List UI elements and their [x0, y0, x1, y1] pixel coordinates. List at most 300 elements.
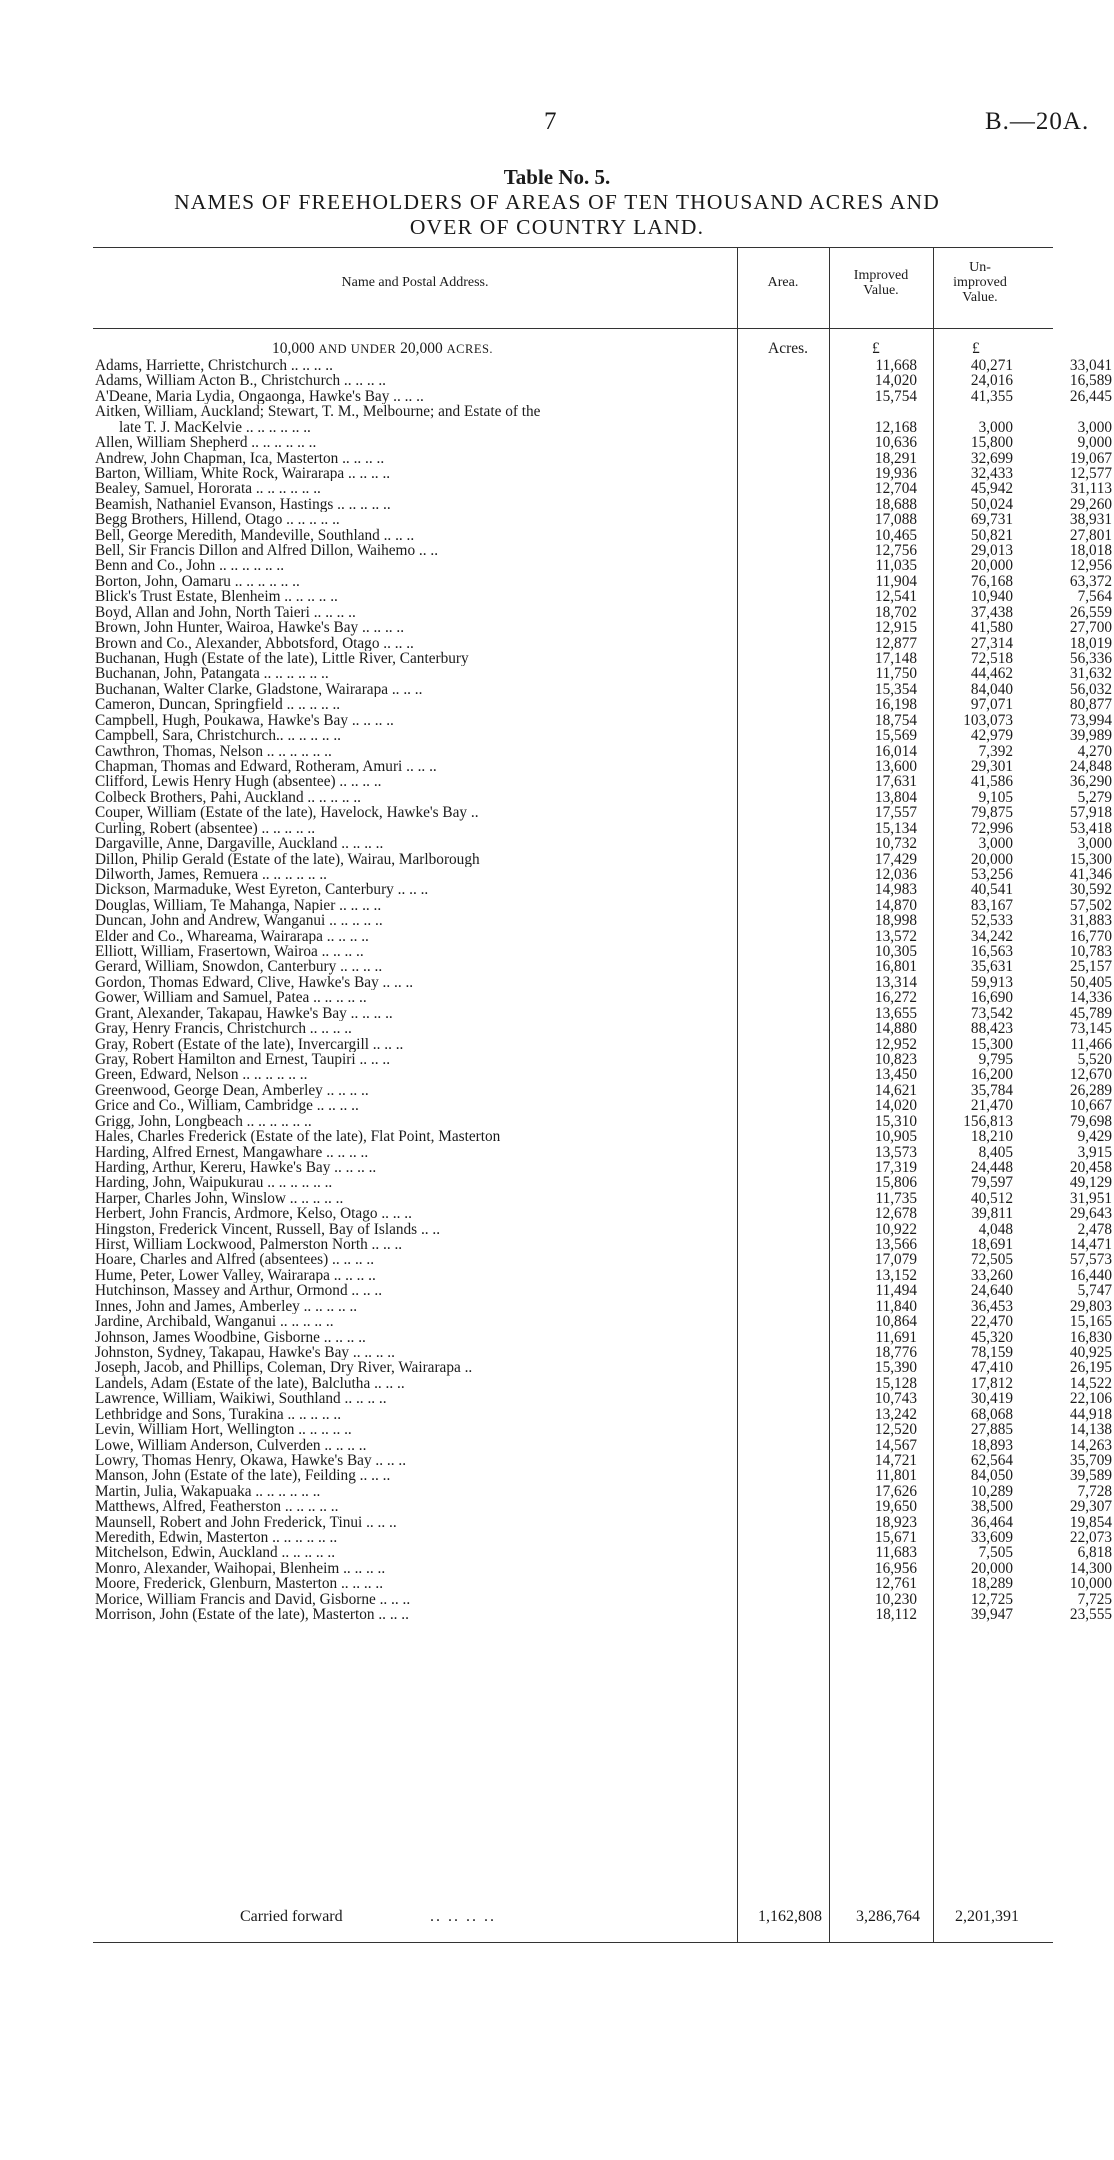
improved-value-cell: 20,000: [970, 557, 1013, 575]
improved-value-cell: 72,505: [970, 1251, 1013, 1269]
unimproved-value-cell: 12,670: [1069, 1066, 1112, 1084]
table-rule-footer: [93, 1942, 1053, 1943]
carried-forward-label: Carried forward: [240, 1908, 343, 1925]
area-cell: 13,572: [874, 927, 917, 945]
improved-value-cell: 7,505: [978, 1544, 1013, 1562]
freeholder-name: Bell, Sir Francis Dillon and Alfred Dillon, Waihemo .. ..: [95, 543, 439, 559]
freeholder-name: Colbeck Brothers, Pahi, Auckland .. .. .. .. ..: [95, 789, 361, 806]
area-cell: 18,291: [874, 449, 917, 467]
freeholder-name: Manson, John (Estate of the late), Feilding .. .. ..: [95, 1468, 391, 1484]
table-row: [95, 850, 1112, 868]
unimproved-value-cell: 41,346: [1069, 865, 1112, 883]
header-unimproved: [934, 260, 1026, 305]
unimproved-value-cell: 50,405: [1069, 973, 1112, 991]
table-row: [95, 912, 1112, 930]
area-cell: 17,631: [874, 773, 917, 791]
table-row: [95, 1559, 1112, 1577]
table-row: [95, 1112, 1112, 1130]
improved-value-cell: 68,068: [970, 1405, 1013, 1423]
area-cell: 14,983: [874, 881, 917, 899]
improved-value-cell: 18,893: [970, 1436, 1013, 1454]
improved-value-cell: 53,256: [970, 865, 1013, 883]
improved-value-cell: 15,300: [970, 1035, 1013, 1053]
table-row: [95, 973, 1112, 991]
table-row: [95, 557, 1112, 575]
unimproved-value-cell: 57,918: [1069, 804, 1112, 822]
table-subtitle: [100, 190, 1014, 240]
improved-value-cell: 29,013: [970, 542, 1013, 560]
area-cell: 17,557: [874, 804, 917, 822]
total-improved-value: 3,286,764: [856, 1908, 920, 1925]
unimproved-value-cell: 14,263: [1069, 1436, 1112, 1454]
improved-value-cell: 15,800: [970, 434, 1013, 452]
table-row: [95, 1189, 1112, 1207]
improved-value-cell: 41,355: [970, 387, 1013, 405]
table-row: [95, 1590, 1112, 1608]
table-row: [95, 1050, 1112, 1068]
freeholder-name: Douglas, William, Te Mahanga, Napier .. .. .. ..: [95, 897, 382, 914]
improved-value-cell: 44,462: [970, 665, 1013, 683]
header-name: Name and Postal Address.: [341, 275, 489, 290]
table-row: [95, 989, 1112, 1007]
unimproved-value-cell: 39,589: [1069, 1467, 1112, 1485]
table-row: [95, 1390, 1112, 1408]
header-improved-line-1: Improved: [853, 268, 909, 283]
table-row: [95, 1081, 1112, 1099]
group-heading-and-under: AND UNDER: [318, 342, 397, 356]
improved-value-cell: 79,875: [970, 804, 1013, 822]
table-row: [95, 665, 1112, 683]
freeholder-name: Johnston, Sydney, Takapau, Hawke's Bay .. .. .. ..: [95, 1345, 395, 1361]
total-unimproved-value: 2,201,391: [955, 1908, 1019, 1925]
table-row: [95, 865, 1112, 883]
improved-value-cell: 84,040: [970, 680, 1013, 698]
table-row: [95, 1174, 1112, 1192]
area-cell: 12,541: [874, 588, 917, 606]
table-row: [95, 572, 1112, 590]
freeholder-name: Brown and Co., Alexander, Abbotsford, Otago .. .. ..: [95, 635, 414, 652]
improved-value-cell: 9,795: [978, 1050, 1013, 1068]
freeholder-name: Hales, Charles Frederick (Estate of the late), Flat Point, Masterton: [95, 1129, 501, 1145]
freeholder-table-body: [95, 357, 1112, 1624]
area-cell: 12,915: [874, 619, 917, 637]
area-cell: 14,870: [874, 896, 917, 914]
table-row: [95, 1436, 1112, 1454]
area-cell: 10,823: [874, 1050, 917, 1068]
table-row: [95, 1143, 1112, 1161]
unimproved-value-cell: 10,667: [1069, 1097, 1112, 1115]
freeholder-name: Blick's Trust Estate, Blenheim .. .. .. .. ..: [95, 589, 338, 605]
improved-value-cell: 17,812: [970, 1374, 1013, 1392]
table-row: [95, 1482, 1112, 1500]
unimproved-value-cell: 27,801: [1069, 526, 1112, 544]
table-row: [95, 1097, 1112, 1115]
improved-value-cell: 10,940: [970, 588, 1013, 606]
freeholder-name: Maunsell, Robert and John Frederick, Tinui .. .. ..: [95, 1514, 397, 1531]
unimproved-value-cell: 45,789: [1069, 1004, 1112, 1022]
area-cell: 15,134: [874, 819, 917, 837]
unimproved-value-cell: 14,300: [1069, 1559, 1112, 1577]
improved-value-cell: 3,000: [978, 835, 1013, 853]
header-improved: [830, 268, 932, 298]
improved-value-cell: 20,000: [970, 850, 1013, 868]
area-cell: 15,310: [874, 1112, 917, 1130]
unimproved-value-cell: 5,520: [1077, 1050, 1112, 1068]
unimproved-value-cell: 19,854: [1069, 1513, 1112, 1531]
unimproved-value-cell: 79,698: [1069, 1112, 1112, 1130]
area-cell: 12,761: [874, 1575, 917, 1593]
table-row: [95, 1004, 1112, 1022]
unimproved-value-cell: 26,445: [1069, 387, 1112, 405]
freeholder-name: Hingston, Frederick Vincent, Russell, Bay of Islands .. ..: [95, 1221, 441, 1238]
freeholder-name: A'Deane, Maria Lydia, Ongaonga, Hawke's Bay .. .. ..: [95, 388, 424, 405]
area-cell: 15,754: [874, 387, 917, 405]
improved-value-cell: 35,784: [970, 1081, 1013, 1099]
area-cell: 11,691: [875, 1328, 917, 1346]
area-cell: 18,998: [874, 912, 917, 930]
unit-improved: £: [872, 340, 880, 357]
unimproved-value-cell: 29,307: [1069, 1498, 1112, 1516]
unimproved-value-cell: 29,643: [1069, 1205, 1112, 1223]
table-row: [95, 387, 1112, 405]
table-rule-top: [93, 247, 1053, 248]
freeholder-name: Cawthron, Thomas, Nelson .. .. .. .. .. ..: [95, 743, 332, 759]
table-row: [95, 773, 1112, 791]
table-row: [95, 1282, 1112, 1300]
improved-value-cell: 20,000: [970, 1559, 1013, 1577]
header-improved-line-2: Value.: [863, 283, 899, 298]
table-row: [95, 1359, 1112, 1377]
page-number: 7: [544, 108, 557, 135]
improved-value-cell: 40,512: [970, 1189, 1013, 1207]
freeholder-name: Bell, George Meredith, Mandeville, Southland .. .. ..: [95, 527, 415, 544]
table-subtitle-line-2: OVER OF COUNTRY LAND.: [409, 215, 705, 239]
area-cell: 17,148: [874, 650, 917, 668]
unimproved-value-cell: 29,803: [1069, 1297, 1112, 1315]
freeholder-name: Harding, John, Waipukurau .. .. .. .. .. ..: [95, 1175, 333, 1191]
freeholder-name: Innes, John and James, Amberley .. .. .. .. ..: [95, 1298, 358, 1315]
unimproved-value-cell: 57,502: [1069, 896, 1112, 914]
unimproved-value-cell: 38,931: [1069, 511, 1112, 529]
table-row: [95, 1575, 1112, 1593]
unimproved-value-cell: 15,300: [1069, 850, 1112, 868]
unimproved-value-cell: 36,290: [1069, 773, 1112, 791]
table-row: [95, 434, 1112, 452]
unimproved-value-cell: 14,138: [1069, 1421, 1112, 1439]
table-row: [95, 1344, 1112, 1361]
table-row: [95, 1158, 1112, 1176]
area-cell: 15,128: [874, 1374, 917, 1392]
table-row: [95, 404, 1055, 419]
unimproved-value-cell: 26,559: [1069, 603, 1112, 621]
area-cell: 15,354: [874, 680, 917, 698]
improved-value-cell: 7,392: [978, 742, 1013, 760]
area-cell: 13,450: [874, 1066, 917, 1084]
area-cell: 17,319: [874, 1158, 917, 1176]
improved-value-cell: 16,563: [970, 943, 1013, 961]
area-cell: 13,314: [874, 973, 917, 991]
improved-value-cell: 30,419: [970, 1390, 1013, 1408]
freeholder-name: Buchanan, Hugh (Estate of the late), Little River, Canterbury: [95, 651, 469, 667]
area-cell: 10,636: [874, 434, 917, 452]
improved-value-cell: 50,024: [970, 495, 1013, 513]
area-cell: 19,650: [874, 1498, 917, 1516]
area-cell: 11,683: [875, 1544, 917, 1562]
area-cell: 14,621: [874, 1081, 917, 1099]
improved-value-cell: 10,289: [970, 1482, 1013, 1500]
table-row: [95, 680, 1112, 698]
unimproved-value-cell: 14,522: [1069, 1374, 1112, 1392]
improved-value-cell: 69,731: [970, 511, 1013, 529]
improved-value-cell: 39,811: [971, 1205, 1013, 1223]
area-cell: 17,429: [874, 850, 917, 868]
improved-value-cell: 76,168: [970, 572, 1013, 590]
freeholder-name: Greenwood, George Dean, Amberley .. .. .. ..: [95, 1082, 369, 1099]
freeholder-name: Gray, Robert Hamilton and Ernest, Taupiri .. .. ..: [95, 1051, 391, 1068]
freeholder-name: Matthews, Alfred, Featherston .. .. .. .. ..: [95, 1499, 339, 1515]
improved-value-cell: 27,314: [970, 634, 1013, 652]
table-subtitle-line-1: NAMES OF FREEHOLDERS OF AREAS OF TEN THOUSAND ACRES AND: [174, 190, 940, 214]
improved-value-cell: 62,564: [970, 1451, 1013, 1469]
area-cell: 12,036: [874, 865, 917, 883]
improved-value-cell: 16,690: [970, 989, 1013, 1007]
area-cell: 12,704: [874, 480, 917, 498]
freeholder-name: Campbell, Hugh, Poukawa, Hawke's Bay .. .. .. ..: [95, 712, 394, 729]
improved-value-cell: 18,289: [970, 1575, 1013, 1593]
improved-value-cell: 59,913: [970, 973, 1013, 991]
unimproved-value-cell: 73,994: [1069, 711, 1112, 729]
table-row: [95, 804, 1112, 822]
table-row: [95, 835, 1112, 853]
unimproved-value-cell: 2,478: [1077, 1220, 1112, 1238]
freeholder-name: Dilworth, James, Remuera .. .. .. .. .. ..: [95, 866, 327, 883]
table-row: [95, 696, 1112, 714]
area-cell: 12,168: [874, 418, 917, 436]
table-row: [95, 603, 1112, 621]
freeholder-name: Lawrence, William, Waikiwi, Southland .. .. .. ..: [95, 1391, 387, 1407]
freeholder-name: Curling, Robert (absentee) .. .. .. .. ..: [95, 820, 316, 837]
freeholder-name: Couper, William (Estate of the late), Havelock, Hawke's Bay ..: [95, 805, 479, 821]
unimproved-value-cell: 6,818: [1077, 1544, 1112, 1562]
improved-value-cell: 156,813: [963, 1112, 1013, 1130]
improved-value-cell: 79,597: [970, 1174, 1013, 1192]
area-cell: 10,922: [874, 1220, 917, 1238]
freeholder-name: Morrison, John (Estate of the late), Masterton .. .. ..: [95, 1607, 409, 1623]
table-row: [95, 357, 1112, 374]
area-cell: 18,754: [874, 711, 917, 729]
unimproved-value-cell: 11,466: [1070, 1035, 1112, 1053]
freeholder-name: Begg Brothers, Hillend, Otago .. .. .. .. ..: [95, 512, 340, 528]
improved-value-cell: 73,542: [970, 1004, 1013, 1022]
table-row: [95, 588, 1112, 606]
improved-value-cell: 45,942: [970, 480, 1013, 498]
freeholder-name: Lowe, William Anderson, Culverden .. .. .. ..: [95, 1437, 367, 1453]
freeholder-name: Buchanan, John, Patangata .. .. .. .. .. ..: [95, 666, 329, 682]
freeholder-name: Dickson, Marmaduke, West Eyreton, Canterbury .. .. ..: [95, 882, 429, 898]
freeholder-name: Harding, Arthur, Kereru, Hawke's Bay .. .. .. ..: [95, 1159, 377, 1176]
area-cell: 17,626: [874, 1482, 917, 1500]
table-row: [95, 1035, 1112, 1053]
freeholder-name: Jardine, Archibald, Wanganui .. .. .. .. ..: [95, 1314, 334, 1330]
improved-value-cell: 45,320: [970, 1328, 1013, 1346]
freeholder-name: Dillon, Philip Gerald (Estate of the late), Wairau, Marlborough: [95, 851, 480, 867]
freeholder-name: Grigg, John, Longbeach .. .. .. .. .. ..: [95, 1113, 312, 1130]
area-cell: 13,600: [874, 757, 917, 775]
total-area: 1,162,808: [758, 1908, 822, 1925]
unimproved-value-cell: 5,747: [1077, 1282, 1112, 1300]
unimproved-value-cell: 10,000: [1069, 1575, 1112, 1593]
table-row: [95, 943, 1112, 961]
group-heading-acres: ACRES.: [446, 342, 494, 356]
improved-value-cell: 38,500: [970, 1498, 1013, 1516]
freeholder-name: Allen, William Shepherd .. .. .. .. .. ..: [95, 435, 317, 451]
area-cell: 13,655: [874, 1004, 917, 1022]
table-row: [95, 1498, 1112, 1516]
unimproved-value-cell: 3,915: [1077, 1143, 1112, 1161]
improved-value-cell: 37,438: [970, 603, 1013, 621]
table-row: [95, 1220, 1112, 1238]
unimproved-value-cell: 22,073: [1069, 1529, 1112, 1547]
improved-value-cell: 72,518: [970, 650, 1013, 668]
table-row: [95, 727, 1112, 745]
unimproved-value-cell: 23,555: [1069, 1606, 1112, 1624]
freeholder-name: Gower, William and Samuel, Patea .. .. .. .. ..: [95, 990, 367, 1006]
freeholder-name: Aitken, William, Auckland; Stewart, T. M., Melbourne; and Estate of the: [95, 404, 541, 420]
area-cell: 19,936: [874, 464, 917, 482]
improved-value-cell: 18,210: [970, 1128, 1013, 1146]
area-cell: 11,735: [875, 1189, 917, 1207]
improved-value-cell: 40,271: [970, 357, 1013, 374]
improved-value-cell: 97,071: [970, 696, 1013, 714]
unimproved-value-cell: 18,018: [1069, 542, 1112, 560]
unimproved-value-cell: 29,260: [1069, 495, 1112, 513]
table-row: [95, 650, 1112, 668]
improved-value-cell: 40,541: [970, 881, 1013, 899]
table-row: [95, 418, 1112, 436]
freeholder-name: Harding, Alfred Ernest, Mangawhare .. .. .. ..: [95, 1144, 369, 1160]
table-row: [95, 464, 1112, 482]
freeholder-name: Dargaville, Anne, Dargaville, Auckland .. .. .. ..: [95, 836, 384, 852]
freeholder-name: Gray, Robert (Estate of the late), Invercargill .. .. ..: [95, 1036, 404, 1052]
improved-value-cell: 52,533: [970, 912, 1013, 930]
table-row: [95, 1066, 1112, 1084]
freeholder-name: Levin, William Hort, Wellington .. .. .. .. ..: [95, 1422, 352, 1438]
header-area: Area.: [767, 275, 799, 290]
unimproved-value-cell: 16,830: [1069, 1328, 1112, 1346]
table-row: [95, 526, 1112, 544]
area-cell: 12,877: [874, 634, 917, 652]
unimproved-value-cell: 56,336: [1069, 650, 1112, 668]
area-cell: 15,806: [874, 1174, 917, 1192]
improved-value-cell: 36,464: [970, 1513, 1013, 1531]
freeholder-name: Gerard, William, Snowdon, Canterbury .. .. .. ..: [95, 959, 383, 975]
unimproved-value-cell: 12,577: [1069, 464, 1112, 482]
area-cell: 17,079: [874, 1251, 917, 1269]
table-row: [95, 495, 1112, 513]
group-heading-from: 10,000: [272, 340, 315, 357]
table-row: [95, 1606, 1112, 1624]
table-row: [95, 788, 1112, 806]
table-row: [95, 819, 1112, 837]
area-cell: 18,112: [875, 1606, 917, 1624]
freeholder-name: Landels, Adam (Estate of the late), Balclutha .. .. ..: [95, 1375, 405, 1392]
area-cell: 14,020: [874, 1097, 917, 1115]
improved-value-cell: 41,580: [970, 619, 1013, 637]
freeholder-name: Harper, Charles John, Winslow .. .. .. .. ..: [95, 1190, 344, 1207]
unimproved-value-cell: 5,279: [1077, 788, 1112, 806]
unimproved-value-cell: 16,589: [1069, 372, 1112, 390]
area-cell: 11,668: [875, 357, 917, 374]
header-unimproved-line-1: Un-: [969, 260, 991, 275]
table-row: [95, 1467, 1112, 1485]
table-row: [95, 711, 1112, 729]
freeholder-name: Duncan, John and Andrew, Wanganui .. .. .. .. ..: [95, 913, 383, 929]
table-row: [95, 634, 1112, 652]
improved-value-cell: 35,631: [970, 958, 1013, 976]
table-row: [95, 1313, 1112, 1331]
area-cell: 10,230: [874, 1590, 917, 1608]
unimproved-value-cell: 44,918: [1069, 1405, 1112, 1423]
area-cell: 12,678: [874, 1205, 917, 1223]
table-row: [95, 480, 1112, 498]
unimproved-value-cell: 31,951: [1069, 1189, 1112, 1207]
area-cell: 16,014: [874, 742, 917, 760]
table-row: [95, 372, 1112, 390]
improved-value-cell: 8,405: [978, 1143, 1013, 1161]
freeholder-name: Elliott, William, Frasertown, Wairoa .. .. .. ..: [95, 944, 364, 960]
unimproved-value-cell: 7,564: [1077, 588, 1112, 606]
group-heading: [272, 340, 493, 358]
freeholder-name: late T. J. MacKelvie .. .. .. .. .. ..: [119, 419, 311, 436]
area-cell: 16,801: [874, 958, 917, 976]
table-row: [95, 1405, 1112, 1423]
area-cell: 11,035: [875, 557, 917, 575]
area-cell: 17,088: [874, 511, 917, 529]
unimproved-value-cell: 15,165: [1069, 1313, 1112, 1331]
freeholder-name: Lowry, Thomas Henry, Okawa, Hawke's Bay .. .. ..: [95, 1452, 407, 1469]
freeholder-name: Andrew, John Chapman, Ica, Masterton .. .. .. ..: [95, 450, 385, 466]
freeholder-name: Meredith, Edwin, Masterton .. .. .. .. .. ..: [95, 1530, 338, 1546]
freeholder-name: Boyd, Allan and John, North Taieri .. .. .. ..: [95, 604, 356, 621]
freeholder-name: Adams, Harriette, Christchurch .. .. .. ..: [95, 358, 333, 374]
improved-value-cell: 84,050: [970, 1467, 1013, 1485]
unimproved-value-cell: 31,883: [1069, 912, 1112, 930]
area-cell: 18,776: [874, 1344, 917, 1361]
improved-value-cell: 83,167: [970, 896, 1013, 914]
header-unimproved-line-3: Value.: [962, 290, 998, 305]
unimproved-value-cell: 10,783: [1069, 943, 1112, 961]
area-cell: 10,743: [874, 1390, 917, 1408]
unimproved-value-cell: 30,592: [1069, 881, 1112, 899]
freeholder-name: Hoare, Charles and Alfred (absentees) .. .. .. ..: [95, 1252, 375, 1268]
freeholder-name: Green, Edward, Nelson .. .. .. .. .. ..: [95, 1067, 308, 1083]
area-cell: 14,567: [874, 1436, 917, 1454]
freeholder-name: Barton, William, White Rock, Wairarapa .. .. .. ..: [95, 465, 391, 482]
freeholder-name: Hume, Peter, Lower Valley, Wairarapa .. .. .. ..: [95, 1267, 376, 1284]
freeholder-name: Cameron, Duncan, Springfield .. .. .. .. ..: [95, 697, 341, 713]
table-row: [95, 1205, 1112, 1223]
area-cell: 15,390: [874, 1359, 917, 1377]
improved-value-cell: 34,242: [970, 927, 1013, 945]
freeholder-name: Chapman, Thomas and Edward, Rotheram, Amuri .. .. ..: [95, 758, 437, 775]
unimproved-value-cell: 7,725: [1077, 1590, 1112, 1608]
table-row: [95, 742, 1112, 760]
unimproved-value-cell: 39,989: [1069, 727, 1112, 745]
table-row: [95, 958, 1112, 976]
group-heading-to: 20,000: [400, 340, 443, 357]
freeholder-name: Johnson, James Woodbine, Gisborne .. .. .. ..: [95, 1329, 366, 1346]
area-cell: 11,494: [875, 1282, 917, 1300]
